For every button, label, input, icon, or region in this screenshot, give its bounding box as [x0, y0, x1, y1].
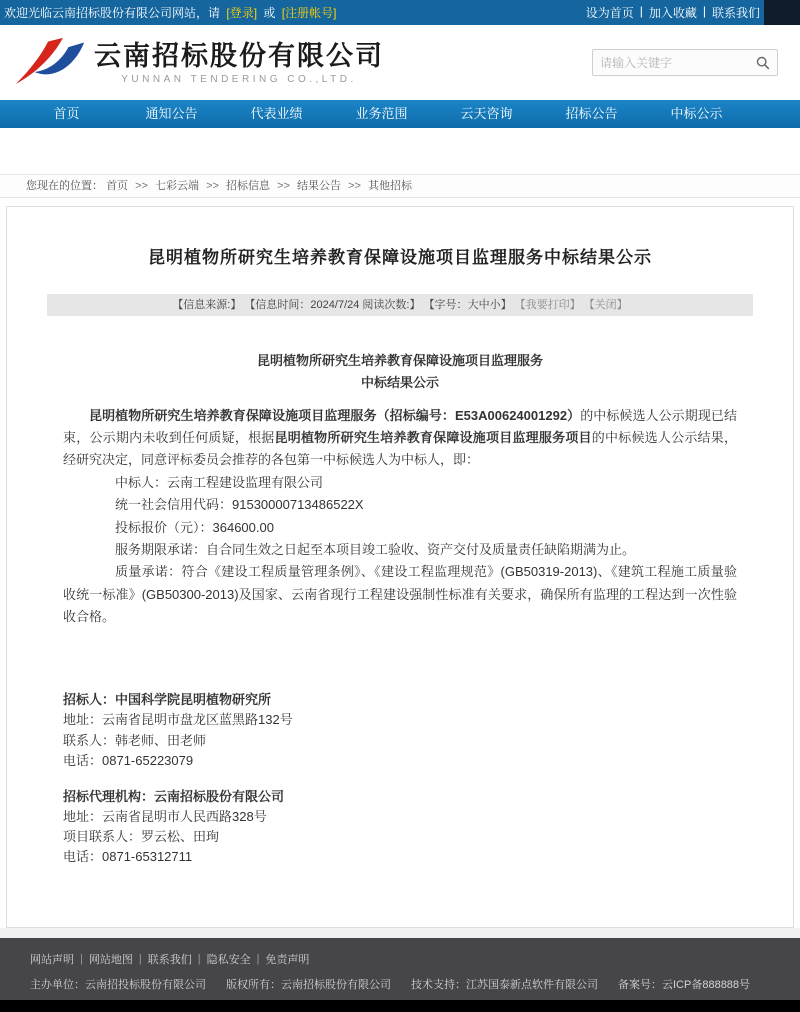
login-link[interactable]: [登录]: [226, 6, 258, 20]
topbar-separator: |: [639, 4, 643, 18]
search-icon[interactable]: [756, 56, 770, 70]
company-name-en: YUNNAN TENDERING CO.,LTD.: [121, 73, 357, 85]
credit-code-line: 统一社会信用代码：91530000713486522X: [115, 497, 364, 513]
winner-line: 中标人：云南工程建设监理有限公司: [115, 474, 324, 490]
breadcrumb: [0, 174, 800, 198]
site-header: [0, 25, 800, 100]
nav-item-yuntian-consulting[interactable]: 云天咨询: [460, 106, 513, 121]
footer-links: [30, 951, 800, 967]
agency-title: 招标代理机构：云南招标股份有限公司: [63, 788, 285, 804]
breadcrumb-separator: >>: [135, 180, 148, 192]
topbar-welcome: [4, 4, 339, 21]
document-title-line2: 中标结果公示: [360, 375, 439, 391]
document-body: [63, 350, 737, 867]
tenderer-phone: 电话：0871-65223079: [63, 752, 194, 768]
search-box: [592, 49, 778, 76]
print-button[interactable]: 【我要打印】: [514, 299, 581, 311]
site-footer: [0, 938, 800, 1000]
footer-separator: |: [80, 953, 83, 966]
font-size-medium-button[interactable]: 中: [478, 299, 490, 311]
agency-phone: 电话：0871-65312711: [63, 849, 193, 865]
footer-separator: |: [197, 953, 201, 966]
breadcrumb-result-notices[interactable]: 结果公告: [297, 180, 342, 192]
mid-spacer: [0, 198, 800, 206]
bid-price-line: 投标报价（元）：364600.00: [115, 519, 274, 535]
footer-copyright: 版权所有：云南招标股份有限公司: [226, 979, 391, 992]
tenderer-contact: 联系人：韩老师、田老师: [63, 732, 207, 748]
breadcrumb-separator: >>: [348, 180, 361, 192]
intro-text-1: 的中标候选人公示期现已结束，公示期内未收到任何质疑，根据: [63, 407, 737, 446]
tenderer-title: 招标人：中国科学院昆明植物研究所: [63, 692, 272, 708]
font-size-small-button[interactable]: 小: [489, 299, 501, 311]
page-title: 昆明植物所研究生培养教育保障设施项目监理服务中标结果公示: [148, 248, 652, 267]
register-link[interactable]: [注册帐号]: [281, 6, 337, 20]
project-name-bold: 昆明植物所研究生培养教育保障设施项目监理服务（招标编号：E53A00624001292）: [89, 407, 581, 423]
article-container: [6, 206, 794, 928]
info-source: 【信息来源:】: [172, 299, 242, 311]
intro-text-2: 的中标候选人公示结果，经研究决定，同意评标委员会推荐的各包第一中标候选人为中标人，即：: [63, 430, 737, 468]
company-name: 云南招标股份有限公司: [94, 40, 384, 71]
nav-item-business-scope[interactable]: 业务范围: [355, 106, 408, 121]
document-title-line1: 昆明植物所研究生培养教育保障设施项目监理服务: [256, 353, 543, 368]
nav-item-home[interactable]: 首页: [53, 106, 80, 121]
footer-separator: |: [256, 953, 260, 966]
footer-host: 主办单位：云南招投标股份有限公司: [30, 979, 206, 992]
footer-link-contact[interactable]: 联系我们: [147, 954, 192, 967]
tenderer-address: 地址：云南省昆明市盘龙区蓝黑路132号: [63, 712, 293, 728]
nav-item-award-announcements[interactable]: 中标公示: [670, 106, 723, 121]
footer-link-sitemap[interactable]: 网站地图: [88, 954, 133, 967]
nav-item-tender-announcements[interactable]: 招标公告: [565, 106, 618, 121]
search-input[interactable]: [600, 56, 756, 70]
agency-block: [63, 787, 737, 868]
info-font-prefix: 【字号：: [423, 299, 468, 311]
topbar-links: [586, 4, 760, 21]
breadcrumb-other-tenders[interactable]: 其他招标: [368, 180, 412, 192]
corner-overlay: [764, 0, 800, 25]
breadcrumb-separator: >>: [206, 180, 219, 192]
nav-item-notices[interactable]: 通知公告: [145, 106, 198, 121]
footer-link-privacy[interactable]: 隐私安全: [206, 954, 251, 967]
breadcrumb-tender-info[interactable]: 招标信息: [226, 180, 271, 192]
breadcrumb-qicai-cloud[interactable]: 七彩云端: [155, 180, 200, 192]
breadcrumb-separator: >>: [277, 180, 290, 192]
footer-link-disclaimer[interactable]: 免责声明: [265, 954, 310, 967]
topbar-separator: |: [702, 4, 706, 18]
info-time: 【信息时间：2024/7/24 阅读次数:】: [244, 299, 421, 311]
logo-text: [94, 41, 384, 85]
welcome-text: 欢迎光临云南招标股份有限公司网站，请: [4, 6, 221, 20]
favorite-link[interactable]: 加入收藏: [648, 6, 697, 20]
breadcrumb-label: 您现在的位置：: [26, 180, 103, 192]
close-button[interactable]: 【关闭】: [583, 299, 628, 311]
main-nav: [0, 100, 800, 128]
footer-icp: 备案号：云ICP备888888号: [618, 979, 751, 992]
top-spacer: [0, 128, 800, 174]
set-home-link[interactable]: 设为首页: [585, 6, 634, 20]
company-logo: [14, 33, 384, 92]
project-name-bold-2: 昆明植物所研究生培养教育保障设施项目监理服务项目: [274, 430, 592, 446]
footer-link-statement[interactable]: 网站声明: [30, 954, 74, 967]
topbar: [0, 0, 800, 25]
bottom-black-strip: [0, 1000, 800, 1012]
bottom-spacer: [0, 928, 800, 938]
footer-separator: |: [138, 953, 142, 966]
tenderer-block: [63, 690, 737, 771]
logo-swoosh-icon: [14, 33, 86, 92]
footer-support: 技术支持：江苏国泰新点软件有限公司: [411, 979, 598, 992]
footer-info: [30, 976, 800, 992]
nav-item-achievements[interactable]: 代表业绩: [250, 106, 303, 121]
quality-commitment-line: 质量承诺：符合《建设工程质量管理条例》、《建设工程监理规范》(GB50319-2013)、《建筑工程施工质量验收统一标准》(GB50300-2013)及国家、云南省现行工程建设强制性标准有关要求，确保所有监理的工程达到一次性验收合格。: [63, 564, 737, 624]
contact-us-link[interactable]: 联系我们: [711, 6, 760, 20]
article-info-bar: [47, 294, 753, 316]
intro-paragraph: [63, 405, 737, 472]
service-term-line: 服务期限承诺：自合同生效之日起至本项目竣工验收、资产交付及质量责任缺陷期满为止。: [115, 541, 636, 557]
agency-address: 地址：云南省昆明市人民西路328号: [63, 809, 267, 825]
or-text: 或: [263, 6, 276, 20]
info-font-suffix: 】: [500, 299, 512, 311]
font-size-large-button[interactable]: 大: [467, 299, 479, 311]
breadcrumb-home[interactable]: 首页: [106, 180, 129, 192]
agency-contact: 项目联系人：罗云松、田珣: [63, 829, 220, 845]
